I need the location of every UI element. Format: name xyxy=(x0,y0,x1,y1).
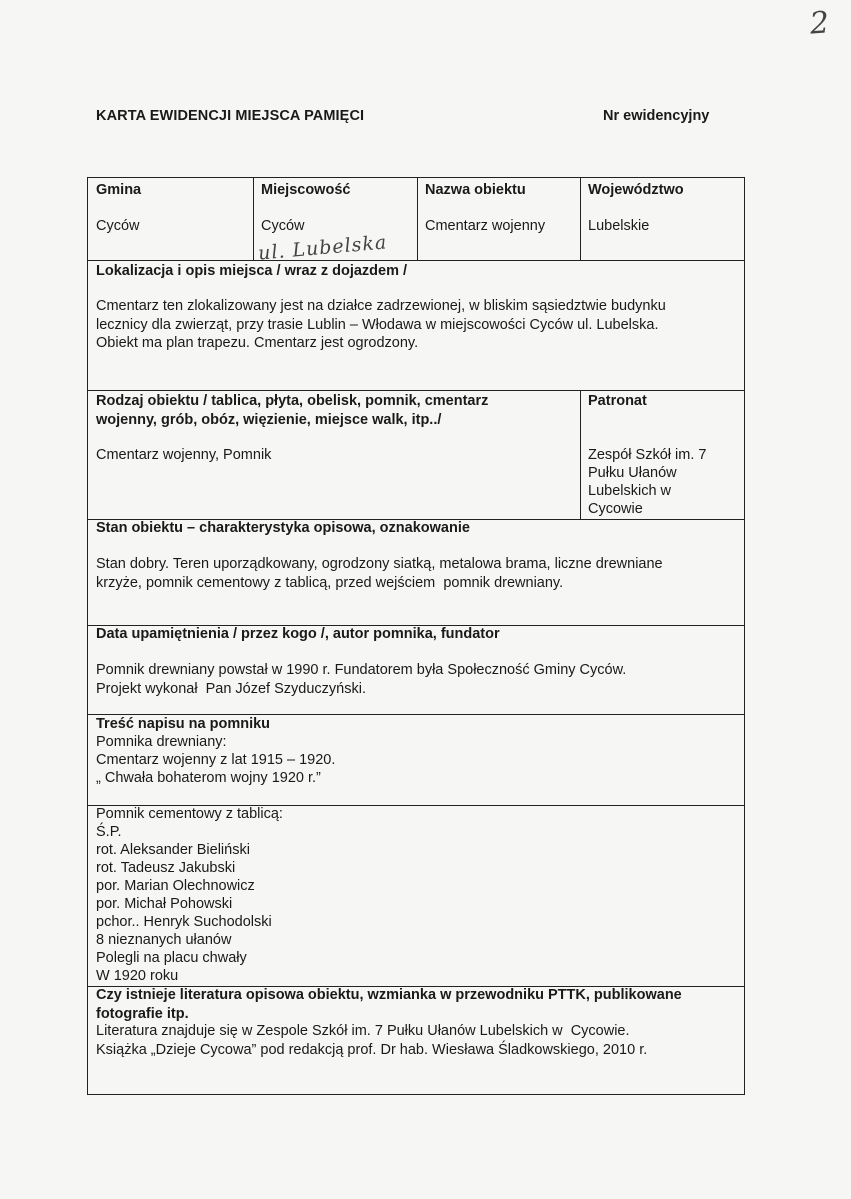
literatura-label: Czy istnieje literatura opisowa obiektu, wzmianka w przewodniku PTTK, publikowane fotografie itp. xyxy=(96,987,682,1022)
miejscowosc-value: Cyców xyxy=(261,218,305,234)
column-divider xyxy=(417,178,418,260)
tresc-napisu-text: Pomnika drewniany: Cmentarz wojenny z lat 1915 – 1920. „ Chwała bohaterom wojny 1920 r.” Pomnik cementowy z tablicą: Ś.P. rot. Aleksander Bieliński rot. Tadeusz Jakubski por. Marian Olechnowicz por. Michał Pohowski pchor.. Henryk Suchodolski 8 nieznanych ułanów Polegli na placu chwały W 1920 roku xyxy=(96,734,336,984)
nazwa-obiektu-label: Nazwa obiektu xyxy=(425,182,526,198)
data-upamietnienia-label: Data upamiętnienia / przez kogo /, autor pomnika, fundator xyxy=(96,626,500,642)
gmina-value: Cyców xyxy=(96,218,140,234)
lokalizacja-text: Cmentarz ten zlokalizowany jest na działce zadrzewionej, w bliskim sąsiedztwie budynku lecznicy dla zwierząt, przy trasie Lublin – Włodawa w miejscowości Cyców ul. Lubelska. Obiekt ma plan trapezu. Cmentarz jest ogrodzony. xyxy=(96,298,666,351)
wojewodztwo-value: Lubelskie xyxy=(588,218,650,234)
handwritten-street-note: ul. Lubelska xyxy=(257,231,389,265)
nazwa-obiektu-value: Cmentarz wojenny xyxy=(425,218,546,234)
rodzaj-obiektu-value: Cmentarz wojenny, Pomnik xyxy=(96,447,272,463)
rodzaj-obiektu-label: Rodzaj obiektu / tablica, płyta, obelisk, pomnik, cmentarz wojenny, grób, obóz, więzienie, miejsce walk, itp../ xyxy=(96,393,489,428)
wojewodztwo-label: Województwo xyxy=(588,182,684,198)
miejscowosc-label: Miejscowość xyxy=(261,182,351,198)
patronat-label: Patronat xyxy=(588,393,647,409)
gmina-label: Gmina xyxy=(96,182,142,198)
column-divider xyxy=(580,178,581,260)
row-divider xyxy=(88,390,744,391)
document-title: KARTA EWIDENCJI MIEJSCA PAMIĘCI xyxy=(96,108,365,124)
tresc-napisu-label: Treść napisu na pomniku xyxy=(96,716,271,732)
record-card-table xyxy=(87,177,745,1095)
row-divider xyxy=(88,260,744,261)
literatura-text: Literatura znajduje się w Zespole Szkół im. 7 Pułku Ułanów Lubelskich w Cycowie. Książka „Dzieje Cycowa” pod redakcją prof. Dr hab. Wiesława Śladkowskiego, 2010 r. xyxy=(96,1023,648,1058)
column-divider xyxy=(253,178,254,260)
stan-obiektu-text: Stan dobry. Teren uporządkowany, ogrodzony siatką, metalowa brama, liczne drewniane krzyże, pomnik cementowy z tablicą, przed wejściem pomnik drewniany. xyxy=(96,556,663,591)
column-divider xyxy=(580,390,581,519)
patronat-value: Zespół Szkół im. 7 Pułku Ułanów Lubelskich w Cycowie xyxy=(588,447,707,517)
lokalizacja-label: Lokalizacja i opis miejsca / wraz z dojazdem / xyxy=(96,263,408,279)
page-number: 2 xyxy=(808,5,831,42)
data-upamietnienia-text: Pomnik drewniany powstał w 1990 r. Fundatorem była Społeczność Gminy Cyców. Projekt wykonał Pan Józef Szyduczyński. xyxy=(96,662,627,697)
stan-obiektu-label: Stan obiektu – charakterystyka opisowa, oznakowanie xyxy=(96,520,470,536)
registration-number-label: Nr ewidencyjny xyxy=(603,108,710,124)
